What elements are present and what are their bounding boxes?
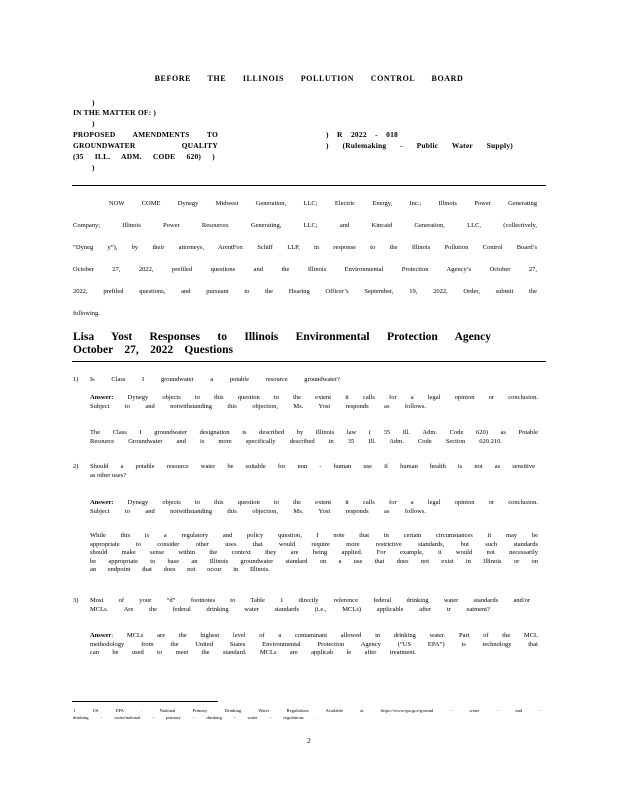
footnote-line: drinking - water/national - primary - drinking - water - regulations . — [73, 715, 317, 720]
question-text: Is Class I groundwater a potable resource groundwater? — [90, 376, 340, 383]
question-number: 3) — [73, 597, 79, 604]
caption-left-line: ) — [92, 98, 95, 107]
answer-text: an endpoint that does not occur in Illinois. — [90, 566, 270, 573]
answer-label: Answer: — [90, 394, 114, 401]
caption-divider — [72, 185, 546, 186]
caption-left-line: IN THE MATTER OF: ) — [73, 108, 157, 117]
answer-block — [90, 532, 538, 575]
answer-block — [90, 429, 538, 446]
answer-text: The Class I groundwater designation is described by Illinois law ( 35 Ill. Adm. Code 620) as Potable — [90, 429, 538, 436]
question-text: MCLs. Are the federal drinking water standards (i.e., MCLs) applicable after tr eatment? — [90, 605, 490, 613]
answer-label: Answer — [90, 632, 112, 639]
caption-left-line: ) — [92, 163, 95, 172]
intro-line: NOW COME Dynegy Midwest Generation, LLC; Electric Energy, Inc.; Illinois Power Generating — [109, 200, 537, 207]
heading-divider — [72, 361, 546, 362]
answer-text: appropriate to consider other uses that would require more restrictive standards, but such standards — [90, 540, 538, 548]
intro-line: following. — [73, 310, 100, 317]
caption-left-line: ) — [92, 119, 95, 128]
answer-text: While this is a regulatory and policy question, I note that in certain circumstances it may be — [90, 532, 538, 539]
footnote-line: 1 US EPA , National Primary Drinking Water Regulations Available at https://www.epa.gov/ground - water - and - — [73, 708, 541, 713]
section-heading-line: October 27, 2022 Questions — [73, 344, 233, 356]
footnote-divider — [72, 701, 218, 702]
intro-line: 2022, prefiled questions, and pursuant to the Hearing Officer’s September, 19, 2022, Order, submit the — [73, 288, 537, 295]
caption-left-line: GROUNDWATER QUALITY — [73, 141, 218, 150]
answer-block — [90, 499, 538, 516]
answer-block — [90, 394, 538, 411]
intro-line: “Dyneg y”), by their attorneys, ArentFox Schiff LLP, in response to the Illinois Pollution Control Board’s — [73, 244, 537, 251]
page-number: 2 — [307, 737, 311, 745]
intro-line: October 27, 2022, prefiled questions and the Illinois Environmental Protection Agency’s October 27, — [73, 266, 537, 273]
section-heading — [73, 331, 513, 357]
question-text: as other uses? — [90, 471, 127, 479]
question-text: Should a potable resource water be suitable for non - human use if human health is not as sensitive — [90, 463, 535, 470]
question-number: 2) — [73, 463, 79, 470]
question-number: 1) — [73, 376, 79, 383]
intro-line: Company; Illinois Power Resources Generating, LLC; and Kincaid Generation, LLC, (collectively, — [73, 222, 537, 229]
answer-text: can be used to meet the standard. MCLs are applicab le after treatment. — [90, 649, 416, 656]
intro-paragraph — [73, 193, 537, 325]
caption-left-line: (35 ILL. ADM. CODE 620) ) — [73, 152, 215, 161]
answer-text: Dynegy objects to this question to the extent it calls for a legal opinion or conclusion. — [127, 394, 538, 401]
section-heading-line: Lisa Yost Responses to Illinois Environmental Protection Agency — [73, 331, 491, 343]
answer-text: : MCLs are the highest level of a contaminant allowed in drinking water. Part of the MCL — [111, 632, 538, 639]
answer-text: Resource Groundwater and is more specifically described in 35 Ill. Adm. Code Section 620.210. — [90, 437, 502, 445]
caption-left-line: PROPOSED AMENDMENTS TO — [73, 130, 218, 139]
caption-rulemaking-type: ) (Rulemaking - Public Water Supply) — [326, 141, 513, 150]
footnote — [73, 707, 541, 721]
board-title: BEFORE THE ILLINOIS POLLUTION CONTROL BOARD — [154, 74, 464, 83]
answer-block — [90, 632, 538, 658]
answer-text: be appropriate to base an Illinois groundwater standard on a use that does not exist in Illinois or on — [90, 557, 538, 565]
question-text: Most of your “d” footnotes to Table 1 directly reference federal drinking water standards and/or — [90, 597, 530, 604]
answer-label: Answer: — [90, 499, 114, 506]
answer-text: should make sense within the context they are being applied. For example, it would not necessarily — [90, 549, 538, 556]
answer-text: Dynegy objects to this question to the extent it calls for a legal opinion or conclusion. — [127, 499, 538, 506]
answer-text: Subject to and notwithstanding this objection, Ms. Yost responds as follows. — [90, 402, 426, 410]
answer-text: methodology from the United States Environmental Protection Agency (“US EPA”) is technology that — [90, 640, 538, 648]
answer-text: Subject to and notwithstanding this objection, Ms. Yost responds as follows. — [90, 507, 426, 515]
caption-docket-number: ) R 2022 - 018 — [326, 130, 398, 139]
